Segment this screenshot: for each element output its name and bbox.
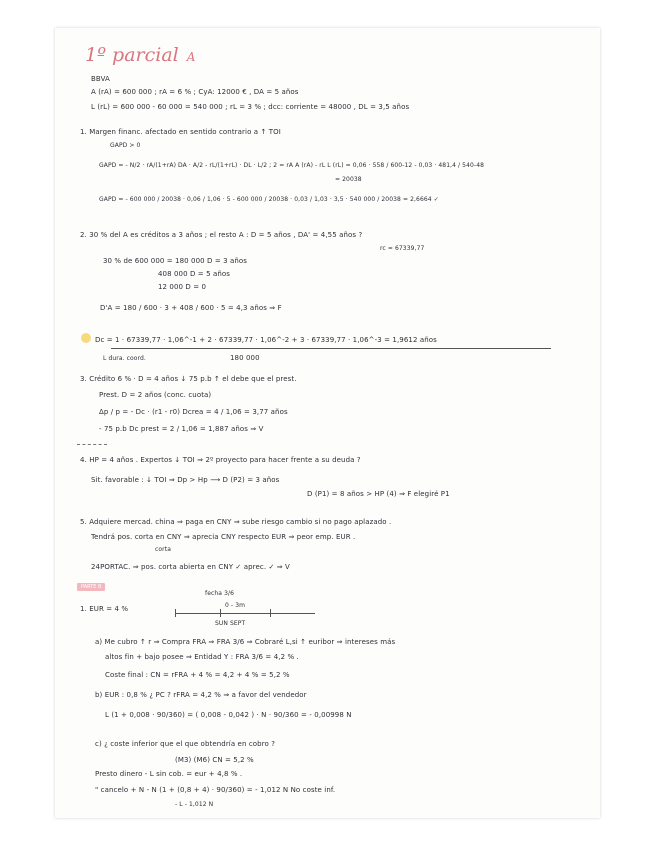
weighted-duration: D'A = 180 / 600 · 3 + 408 / 600 · 5 = 4,3 años ⇒ F <box>100 304 282 312</box>
timeline-tick-sept <box>270 609 271 617</box>
duration-row-3: 12 000 D = 0 <box>158 283 207 291</box>
duration-row-2: 408 000 D = 5 años <box>158 270 231 278</box>
rc-value: rc = 67339,77 <box>380 245 425 252</box>
price-sensitivity: Δp / p = - Dc · (r1 - r0) Dcrea = 4 / 1,06 = 3,77 años <box>99 408 288 416</box>
gap-formula: GAPD = - N/2 · rA/(1+rA) DA · A/2 - rL/(1+rL) · DL · L/2 ; 2 = rA A (rA) - rL L (rL) = 0,06 · 558 / 600-12 - 0,03 · 481,4 / 540-48 <box>99 162 485 169</box>
timeline-months: SUN SEPT <box>215 620 246 627</box>
part-b-tag: PARTE B <box>77 583 105 591</box>
cancel-row: " cancelo + N - N (1 + (0,8 + 4) · 90/360) = - 1,012 N No coste inf. <box>95 786 336 794</box>
asset-line: A (rA) = 600 000 ; rA = 6 % ; CyA: 12000 € , DA = 5 años <box>91 88 299 96</box>
notebook-page <box>55 28 600 818</box>
gap-result: GAPD = - 600 000 / 20038 · 0,06 / 1,06 · 5 - 600 000 / 20038 · 0,03 / 1,03 · 3,5 · 540 000 / 20038 = 2,6664 ✓ <box>99 196 439 203</box>
timeline-axis <box>175 613 315 614</box>
question-2: 2. 30 % del A es créditos a 3 años ; el resto A : D = 5 años , DA' = 4,55 años ? <box>80 231 363 239</box>
part-b-question-1: 1. EUR = 4 % <box>80 605 129 613</box>
answer-a-cont: altos fin + bajo posee ⇒ Entidad Y : FRA 3/6 = 4,2 % . <box>105 653 299 661</box>
short-note: corta <box>155 546 171 553</box>
cost-totals: - L - 1,012 N <box>175 801 214 808</box>
loan-line: Prest. D = 2 años (conc. cuota) <box>99 391 212 399</box>
timeline-top-label: fecha 3/6 <box>205 590 235 597</box>
duration-note: L dura. coord. <box>103 355 146 362</box>
gap-condition: GAPD > 0 <box>110 142 141 149</box>
highlight-marker <box>81 333 91 343</box>
question-4: 4. HP = 4 años . Expertos ↓ TOI ⇒ 2º proyecto para hacer frente a su deuda ? <box>80 456 361 464</box>
separator-dash <box>77 444 107 445</box>
duration-row-1: 30 % de 600 000 = 180 000 D = 3 años <box>103 257 248 265</box>
page-title <box>85 44 195 66</box>
question-3: 3. Crédito 6 % · D = 4 años ↓ 75 p.b ↑ el debe que el prest. <box>80 375 297 383</box>
credit-denominator: 180 000 <box>230 354 260 362</box>
answer-b: b) EUR : 0,8 % ¿ PC ? rFRA = 4,2 % ⇒ a favor del vendedor <box>95 691 307 699</box>
gap-denominator: = 20038 <box>335 176 362 183</box>
question-5: 5. Adquiere mercad. china ⇒ paga en CNY ⇒ sube riesgo cambio si no pago aplazado . <box>80 518 392 526</box>
short-position: Tendrá pos. corta en CNY ⇒ aprecia CNY respecto EUR ⇒ peor emp. EUR . <box>91 533 356 541</box>
fraction-bar <box>111 348 551 349</box>
credit-duration-formula: Dc = 1 · 67339,77 · 1,06^-1 + 2 · 67339,77 · 1,06^-2 + 3 · 67339,77 · 1,06^-3 = 1,9612 años <box>95 336 437 344</box>
liability-line: L (rL) = 600 000 - 60 000 = 540 000 ; rL = 3 % ; dcc: corriente = 48000 , DL = 3,5 años <box>91 103 410 111</box>
timeline-tick-jun <box>220 609 221 617</box>
title-text: 1º parcial <box>85 44 179 66</box>
open-position: 24PORTAC. ⇒ pos. corta abierta en CNY ✓ aprec. ✓ ⇒ V <box>91 563 290 571</box>
title-suffix: A <box>186 50 196 64</box>
bank-heading: BBVA <box>91 75 110 83</box>
timeline-tick-start <box>175 609 176 617</box>
answer-c: c) ¿ coste inferior que el que obtendría en cobro ? <box>95 740 276 748</box>
answer-a: a) Me cubro ↑ r ⇒ Compra FRA ⇒ FRA 3/6 ⇒ Cobraré L,si ↑ euribor ⇒ intereses más <box>95 638 396 646</box>
settlement-formula: L (1 + 0,008 · 90/360) = ( 0,008 - 0,042 ) · N · 90/360 = - 0,00998 N <box>105 711 352 719</box>
loan-row: Presto dinero - L sin cob. = eur + 4,8 % . <box>95 770 243 778</box>
question-1: 1. Margen financ. afectado en sentido contrario a ↑ TOI <box>80 128 281 136</box>
timeline-interval: 0 - 3m <box>225 602 246 609</box>
cost-headers: (M3) (M6) CN = 5,2 % <box>175 756 254 764</box>
favourable-situation: Sit. favorable : ↓ TOI ⇒ Dp > Hp ⟶ D (P2) = 3 años <box>91 476 280 484</box>
project-choice: D (P1) = 8 años > HP (4) ⇒ F elegiré P1 <box>307 490 450 498</box>
loan-duration: - 75 p.b Dc prest = 2 / 1,06 = 1,887 años ⇒ V <box>99 425 264 433</box>
final-cost: Coste final : CN = rFRA + 4 % = 4,2 + 4 % = 5,2 % <box>105 671 290 679</box>
